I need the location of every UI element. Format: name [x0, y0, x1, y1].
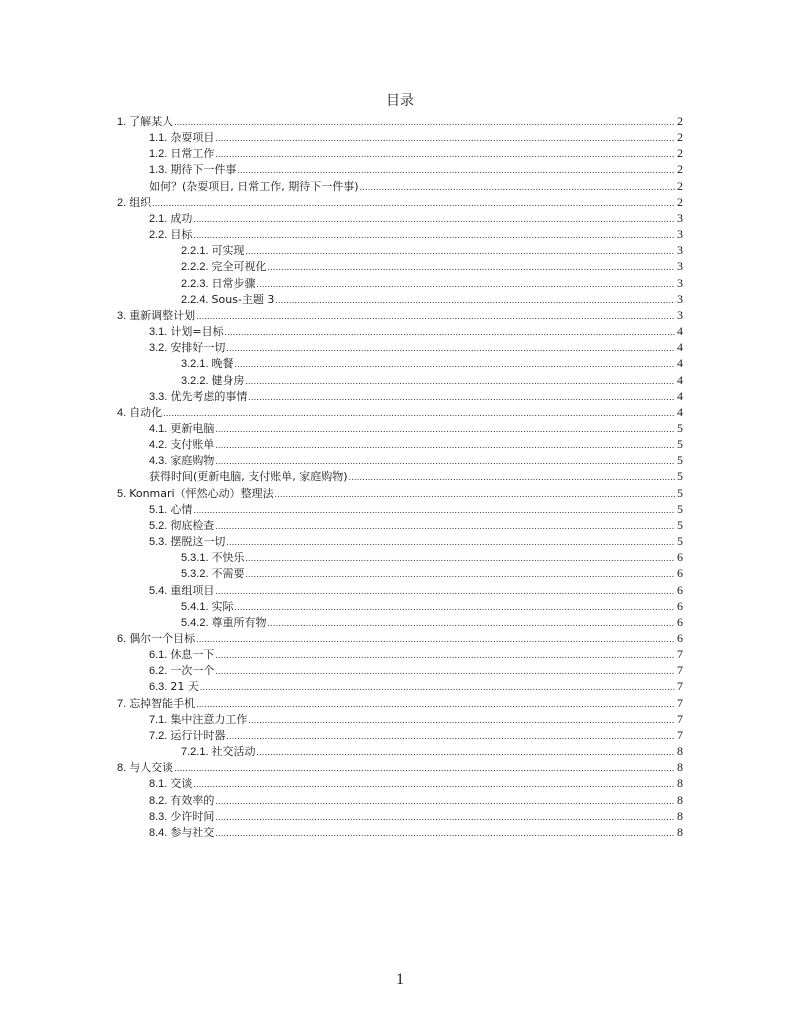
toc-entry-page: 6 [677, 631, 683, 645]
toc-entry[interactable] [117, 275, 683, 291]
toc-entry-title: 不快乐 [211, 551, 245, 565]
toc-entry-number: 3.2.2. [181, 374, 209, 387]
toc-entry-page: 3 [677, 275, 683, 290]
toc-entry[interactable] [117, 258, 683, 274]
toc-entry[interactable] [117, 178, 683, 194]
toc-entry-page: 7 [677, 663, 683, 678]
toc-entry-page: 7 [677, 711, 683, 726]
toc-entry-page: 3 [677, 291, 683, 306]
toc-entry[interactable] [117, 743, 683, 759]
toc-entry-title: 期待下一件事 [170, 163, 237, 177]
toc-entry-number: 1.2. [149, 148, 168, 161]
toc-entry-page: 3 [677, 227, 683, 242]
toc-entry-page: 5 [677, 485, 683, 500]
toc-entry[interactable] [117, 711, 683, 727]
toc-entry[interactable] [117, 501, 683, 517]
toc-entry[interactable] [117, 646, 683, 662]
toc-entry-title: 可实现 [211, 244, 245, 258]
toc-entry[interactable] [117, 145, 683, 161]
toc-entry-page: 3 [677, 259, 683, 274]
toc-entry[interactable] [117, 372, 683, 388]
toc-dot-leader [246, 243, 675, 259]
toc-entry-number: 3.3. [149, 390, 168, 403]
toc-entry-number: 1.1. [149, 132, 168, 145]
toc-dot-leader [268, 259, 675, 275]
toc-entry-page: 6 [677, 550, 683, 565]
toc-dot-leader [246, 566, 675, 582]
toc-entry-page: 6 [677, 614, 683, 629]
toc-entry-page: 8 [677, 792, 683, 807]
toc-entry-page: 6 [677, 582, 683, 597]
toc-dot-leader [248, 389, 675, 405]
toc-dot-leader [215, 518, 675, 534]
toc-entry-title: 一次一个 [170, 664, 215, 678]
toc-dot-leader [152, 195, 675, 211]
toc-entry[interactable] [117, 194, 683, 210]
toc-entry-number: 1.3. [149, 164, 168, 177]
toc-entry-page: 3 [677, 307, 683, 322]
toc-entry[interactable] [117, 614, 683, 630]
toc-entry-number: 4. [117, 406, 127, 419]
toc-entry-title: 家庭购物 [170, 454, 215, 468]
toc-dot-leader [215, 663, 675, 679]
toc-entry-page: 5 [677, 420, 683, 435]
toc-entry-title: 了解某人 [129, 115, 174, 128]
toc-entry-title: 计划=目标 [170, 325, 224, 339]
toc-dot-leader [215, 453, 675, 469]
toc-entry-number: 4.2. [149, 439, 168, 452]
toc-entry-title: 社交活动 [211, 745, 256, 759]
toc-entry-page: 5 [677, 534, 683, 549]
toc-entry-page: 6 [677, 598, 683, 613]
toc-entry[interactable] [117, 824, 683, 840]
toc-entry[interactable] [117, 339, 683, 355]
toc-entry[interactable] [117, 404, 683, 420]
toc-dot-leader [246, 373, 675, 389]
toc-entry-page: 2 [677, 194, 683, 209]
toc-entry-page: 8 [677, 776, 683, 791]
toc-dot-leader [163, 405, 675, 421]
toc-entry-title: 交谈 [170, 777, 193, 791]
toc-entry-title: 完全可视化 [211, 260, 267, 274]
toc-dot-leader [193, 502, 675, 518]
toc-entry-page: 8 [677, 808, 683, 823]
toc-dot-leader [237, 162, 675, 178]
toc-dot-leader [360, 179, 675, 195]
toc-entry-number: 3. [117, 309, 127, 322]
toc-entry-title: 重组项目 [170, 583, 215, 597]
toc-entry-title: 运行计时器 [170, 728, 226, 742]
toc-dot-leader [226, 340, 675, 356]
toc-entry[interactable] [117, 775, 683, 791]
toc-entry-number: 5.3. [149, 536, 168, 549]
toc-entry-number: 2.2.3. [181, 277, 209, 290]
toc-entry-number: 7.2.1. [181, 746, 209, 759]
toc-entry-number: 7.1. [149, 713, 168, 726]
toc-entry-number: 2.2. [149, 229, 168, 242]
toc-entry-number: 4.3. [149, 455, 168, 468]
toc-title: 目录 [386, 94, 414, 109]
toc-entry[interactable] [117, 485, 683, 501]
toc-entry[interactable] [117, 452, 683, 468]
toc-entry[interactable] [117, 129, 683, 145]
toc-entry-number: 2. [117, 196, 127, 209]
toc-entry-title: 不需要 [211, 567, 245, 581]
toc-entry-title: 实际 [211, 599, 234, 613]
toc-dot-leader [275, 292, 675, 308]
toc-entry-title: 如何？(杂耍项目, 日常工作, 期待下一件事) [149, 179, 359, 193]
toc-dot-leader [349, 469, 675, 485]
toc-entry-number: 6. [117, 633, 127, 645]
toc-entry-title: 成功 [170, 211, 193, 225]
toc-entry-number: 5.3.2. [181, 568, 209, 581]
toc-entry-title: 支付账单 [170, 438, 215, 452]
toc-entry-number: 7. [117, 697, 127, 710]
toc-entry-number: 5. [117, 487, 127, 500]
toc-entry[interactable] [117, 113, 683, 129]
toc-entry[interactable] [117, 307, 683, 323]
toc-dot-leader [215, 793, 675, 809]
toc-entry-page: 8 [677, 744, 683, 759]
toc-entry-page: 5 [677, 517, 683, 532]
toc-entry-number: 5.1. [149, 503, 168, 516]
toc-entry-number: 5.2. [149, 519, 168, 532]
toc-entry-number: 3.1. [149, 326, 168, 339]
toc-entry-number: 6.3. [149, 681, 168, 694]
toc-entry[interactable] [117, 792, 683, 808]
toc-entry[interactable] [117, 808, 683, 824]
toc-entry-title: Sous-主题 3 [211, 292, 275, 306]
toc-dot-leader [226, 534, 675, 550]
toc-dot-leader [226, 728, 675, 744]
toc-entry[interactable] [117, 695, 683, 711]
toc-entry-page: 2 [677, 178, 683, 193]
toc-entry-title: 日常步骤 [211, 276, 256, 290]
toc-entry-title: 更新电脑 [170, 421, 215, 435]
toc-entry-page: 5 [677, 501, 683, 516]
toc-dot-leader [268, 615, 675, 631]
toc-entry-title: Konmari（怦然心动）整理法 [129, 486, 274, 500]
toc-entry-title: 目标 [170, 228, 193, 242]
toc-dot-leader [193, 211, 675, 227]
toc-entry[interactable] [117, 565, 683, 581]
toc-dot-leader [235, 356, 675, 372]
toc-entry[interactable] [117, 468, 683, 484]
toc-entry-title: 参与社交 [170, 825, 215, 839]
toc-entry-title: 忘掉智能手机 [129, 696, 196, 710]
toc-entry-title: 晚餐 [211, 357, 234, 371]
toc-entry-title: 尊重所有物 [211, 615, 267, 629]
toc-entry-number: 2.2.4. [181, 293, 209, 306]
toc-entry[interactable] [117, 662, 683, 678]
toc-dot-leader [215, 583, 675, 599]
toc-entry-page: 4 [677, 356, 683, 371]
toc-entry[interactable] [117, 436, 683, 452]
toc-entry-title: 21 天 [170, 680, 199, 694]
toc-dot-leader [215, 437, 675, 453]
toc-entry-title: 偶尔一个目标 [129, 632, 196, 645]
toc-entry[interactable] [117, 598, 683, 614]
toc-entry-number: 6.2. [149, 665, 168, 678]
toc-entry-title: 优先考虑的事情 [170, 389, 248, 403]
toc-entry-number: 5.4. [149, 584, 168, 597]
toc-dot-leader [275, 486, 675, 502]
toc-entry[interactable] [117, 242, 683, 258]
toc-entry-number: 3.2.1. [181, 358, 209, 371]
toc-dot-leader [248, 712, 675, 728]
toc-dot-leader [215, 146, 675, 162]
toc-entry-title: 心情 [170, 502, 193, 516]
toc-entry-title: 休息一下 [170, 648, 215, 662]
page-number: 1 [396, 971, 404, 988]
toc-entry-number: 8.3. [149, 810, 168, 823]
toc-entry[interactable] [117, 678, 683, 694]
toc-entry-title: 集中注意力工作 [170, 712, 248, 726]
toc-entry-title: 自动化 [129, 405, 163, 419]
toc-entry-number: 3.2. [149, 342, 168, 355]
toc-entry[interactable] [117, 582, 683, 598]
toc-dot-leader [215, 647, 675, 663]
toc-dot-leader [257, 276, 675, 292]
toc-entry-number: 8.1. [149, 778, 168, 791]
toc-entry[interactable] [117, 630, 683, 646]
toc-entry-page: 4 [677, 340, 683, 355]
toc-entry-page: 5 [677, 453, 683, 468]
toc-entry-title: 杂耍项目 [170, 131, 215, 145]
toc-entry-title: 有效率的 [170, 793, 215, 807]
toc-dot-leader [215, 809, 675, 825]
toc-entry[interactable] [117, 727, 683, 743]
toc-entry-title: 少许时间 [170, 809, 215, 823]
toc-dot-leader [215, 421, 675, 437]
toc-entry-number: 7.2. [149, 729, 168, 742]
toc-entry-number: 8.2. [149, 794, 168, 807]
toc-entry-number: 2.1. [149, 212, 168, 225]
toc-entry-page: 2 [677, 162, 683, 177]
toc-entry[interactable] [117, 323, 683, 339]
toc-entry-number: 5.3.1. [181, 552, 209, 565]
toc-entry-page: 6 [677, 566, 683, 581]
toc-dot-leader [215, 825, 675, 841]
toc-entry-number: 8. [117, 762, 127, 775]
toc-entry-page: 7 [677, 679, 683, 694]
toc-entry-page: 4 [677, 388, 683, 403]
toc-entry-title: 健身房 [211, 373, 245, 387]
toc-entry-page: 5 [677, 469, 683, 484]
toc-entry[interactable] [117, 549, 683, 565]
toc-entry[interactable] [117, 161, 683, 177]
table-of-contents [117, 113, 683, 840]
toc-entry[interactable] [117, 517, 683, 533]
toc-entry[interactable] [117, 226, 683, 242]
toc-dot-leader [246, 550, 675, 566]
toc-entry-number: 2.2.1. [181, 245, 209, 258]
toc-entry-page: 2 [677, 114, 683, 128]
toc-entry-page: 7 [677, 727, 683, 742]
toc-dot-leader [200, 679, 675, 695]
toc-entry-number: 5.4.2. [181, 616, 209, 629]
toc-entry-number: 5.4.1. [181, 600, 209, 613]
toc-dot-leader [215, 130, 675, 146]
toc-entry-page: 4 [677, 324, 683, 339]
toc-dot-leader [193, 776, 675, 792]
toc-entry-number: 4.1. [149, 422, 168, 435]
toc-entry-page: 3 [677, 243, 683, 258]
toc-dot-leader [196, 308, 675, 324]
toc-entry[interactable] [117, 420, 683, 436]
toc-entry-title: 摆脱这一切 [170, 535, 226, 549]
toc-entry-page: 4 [677, 404, 683, 419]
toc-dot-leader [174, 114, 675, 130]
toc-entry-title: 彻底检查 [170, 518, 215, 532]
toc-entry-title: 组织 [129, 195, 152, 209]
toc-dot-leader [196, 696, 675, 712]
toc-entry-title: 获得时间(更新电脑, 支付账单, 家庭购物) [149, 470, 348, 484]
toc-entry-number: 2.2.2. [181, 261, 209, 274]
toc-entry-number: 6.1. [149, 649, 168, 662]
toc-entry[interactable] [117, 759, 683, 775]
toc-entry-number: 1. [117, 116, 127, 128]
toc-entry-page: 7 [677, 695, 683, 710]
toc-entry-title: 重新调整计划 [129, 308, 196, 322]
toc-entry-title: 日常工作 [170, 147, 215, 161]
toc-dot-leader [193, 227, 675, 243]
toc-entry-page: 2 [677, 130, 683, 145]
toc-entry-page: 8 [677, 760, 683, 775]
toc-entry-page: 7 [677, 647, 683, 662]
toc-entry[interactable] [117, 291, 683, 307]
toc-entry-page: 4 [677, 372, 683, 387]
toc-dot-leader [196, 631, 675, 647]
toc-dot-leader [257, 744, 675, 760]
toc-entry-page: 3 [677, 210, 683, 225]
toc-dot-leader [225, 324, 675, 340]
toc-entry-number: 8.4. [149, 826, 168, 839]
toc-dot-leader [235, 599, 675, 615]
toc-entry-page: 2 [677, 146, 683, 161]
toc-entry[interactable] [117, 210, 683, 226]
toc-entry[interactable] [117, 533, 683, 549]
toc-entry[interactable] [117, 388, 683, 404]
toc-entry-title: 安排好一切 [170, 341, 226, 355]
toc-entry-page: 8 [677, 824, 683, 839]
toc-dot-leader [174, 760, 675, 776]
toc-entry-title: 与人交谈 [129, 761, 174, 775]
toc-entry[interactable] [117, 355, 683, 371]
toc-entry-page: 5 [677, 437, 683, 452]
